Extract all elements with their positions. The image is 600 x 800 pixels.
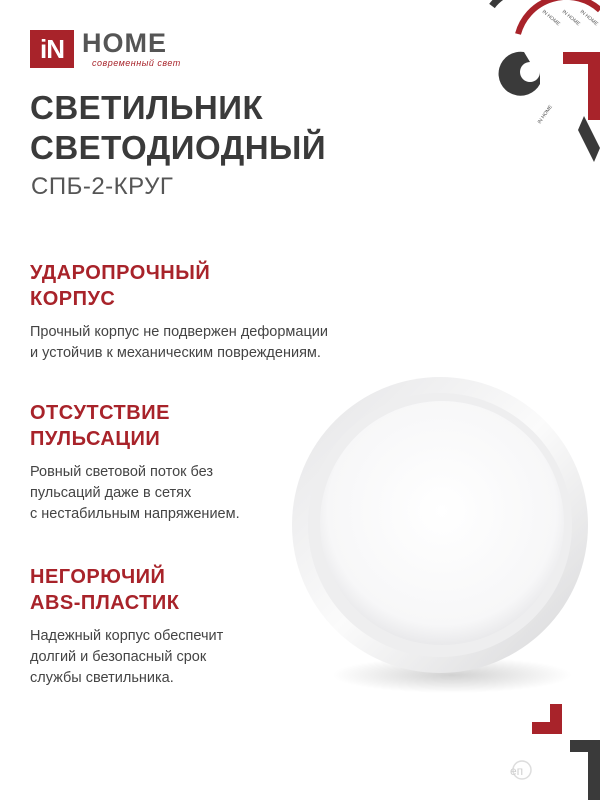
- title-line-1: СВЕТИЛЬНИК: [30, 89, 264, 126]
- deco-arc-dark: [492, 0, 528, 6]
- feature-text-line: Ровный световой поток без: [30, 464, 214, 480]
- decorative-shapes-top: [478, 0, 600, 170]
- feature-heading-line: ABS-ПЛАСТИК: [30, 592, 180, 614]
- feature-heading: [30, 260, 390, 312]
- feature-text-line: с нестабильным напряжением.: [30, 506, 240, 522]
- logo-tagline: современный свет: [92, 58, 181, 68]
- feature-block-impact: [30, 260, 390, 364]
- feature-heading-line: НЕГОРЮЧИЙ: [30, 566, 166, 588]
- deco-label-1: IN HOME: [540, 8, 561, 28]
- logo-home-text: HOME: [82, 28, 167, 58]
- feature-text-line: и устойчив к механическим повреждениям.: [30, 345, 321, 361]
- product-title: [30, 88, 326, 168]
- deco-corner-dark: [570, 740, 600, 800]
- logo-in-box: iN: [30, 30, 74, 68]
- title-line-2: СВЕТОДИОДНЫЙ: [30, 129, 327, 166]
- deco-label-mid: IN HOME: [536, 104, 554, 126]
- feature-description: [30, 322, 390, 364]
- decorative-shapes-bottom: [510, 700, 600, 800]
- feature-text-line: службы светильника.: [30, 670, 174, 686]
- lamp-diffuser: [320, 401, 564, 645]
- feature-text-line: долгий и безопасный срок: [30, 649, 207, 665]
- feature-heading-line: УДАРОПРОЧНЫЙ: [30, 262, 211, 284]
- deco-ring-segment: [499, 52, 540, 96]
- feature-text-line: Надежный корпус обеспечит: [30, 628, 224, 644]
- feature-heading-line: ПУЛЬСАЦИИ: [30, 428, 161, 450]
- deco-label-2: IN HOME: [560, 8, 581, 28]
- brand-logo: [30, 28, 200, 72]
- feature-heading-line: КОРПУС: [30, 288, 116, 310]
- deco-label-3: IN HOME: [578, 8, 599, 28]
- product-model: СПБ-2-КРУГ: [31, 173, 174, 200]
- deco-corner-red: [532, 704, 562, 734]
- feature-text-line: пульсаций даже в сетях: [30, 485, 192, 501]
- deco-corner-red: [563, 52, 600, 120]
- lamp-product-image: [282, 370, 600, 710]
- feature-heading-line: ОТСУТСТВИЕ: [30, 402, 170, 424]
- deco-bar-dark: [508, 68, 516, 92]
- watermark-text: еп: [510, 764, 524, 778]
- feature-text-line: Прочный корпус не подвержен деформации: [30, 324, 328, 340]
- deco-slash-dark: [578, 116, 600, 162]
